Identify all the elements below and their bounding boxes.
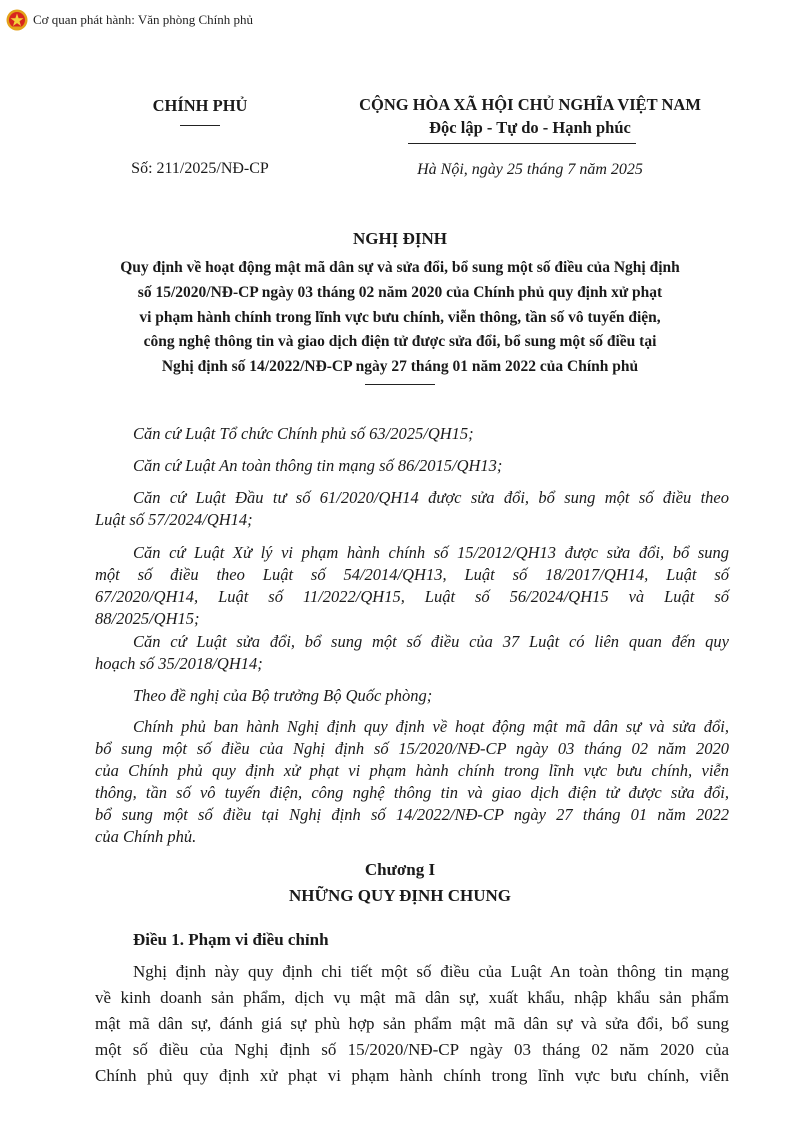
legal-basis: 88/2025/QH15;	[95, 609, 200, 628]
chapter-title: NHỮNG QUY ĐỊNH CHUNG	[288, 886, 512, 905]
legal-basis: hoạch số 35/2018/QH14;	[95, 654, 263, 673]
title-line: số 15/2020/NĐ-CP ngày 03 tháng 02 năm 2020 của Chính phủ quy định xử phạt	[137, 284, 663, 301]
document-type: NGHỊ ĐỊNH	[353, 229, 447, 248]
title-underline	[365, 384, 435, 385]
legal-basis: Căn cứ Luật Tổ chức Chính phủ số 63/2025/QH15;	[133, 424, 474, 443]
legal-basis: Căn cứ Luật Đầu tư số 61/2020/QH14 được sửa đổi, bổ sung một số điều theo	[133, 488, 729, 507]
publisher-bar	[0, 0, 800, 40]
national-emblem-icon	[6, 9, 28, 31]
place-date: Hà Nội, ngày 25 tháng 7 năm 2025	[417, 161, 643, 178]
title-line: Quy định về hoạt động mật mã dân sự và sửa đổi, bổ sung một số điều của Nghị định	[120, 259, 680, 276]
motto-underline	[408, 143, 636, 144]
document-number: Số: 211/2025/NĐ-CP	[131, 160, 269, 177]
issuing-agency: CHÍNH PHỦ	[152, 96, 248, 115]
national-motto: Độc lập - Tự do - Hạnh phúc	[429, 118, 631, 137]
legal-basis: Căn cứ Luật An toàn thông tin mạng số 86/2015/QH13;	[133, 456, 503, 475]
enactment-clause: của Chính phủ quy định xử phạt vi phạm hành chính trong lĩnh vực bưu chính, viễn	[95, 761, 729, 780]
national-name: CỘNG HÒA XÃ HỘI CHỦ NGHĨA VIỆT NAM	[359, 95, 701, 114]
legal-basis: Luật số 57/2024/QH14;	[95, 510, 253, 529]
article-text: một số điều của Nghị định số 15/2020/NĐ-CP ngày 03 tháng 02 năm 2020 của	[95, 1040, 729, 1059]
legal-basis: Căn cứ Luật sửa đổi, bổ sung một số điều của 37 Luật có liên quan đến quy	[133, 632, 729, 651]
article-heading: Điều 1. Phạm vi điều chỉnh	[133, 930, 329, 949]
enactment-clause: Chính phủ ban hành Nghị định quy định về hoạt động mật mã dân sự và sửa đổi,	[133, 717, 729, 736]
enactment-clause: bổ sung một số điều của Nghị định số 15/2020/NĐ-CP ngày 03 tháng 02 năm 2020	[95, 739, 729, 758]
agency-underline	[180, 125, 220, 126]
legal-basis: Căn cứ Luật Xử lý vi phạm hành chính số 15/2012/QH13 được sửa đổi, bổ sung	[133, 543, 729, 562]
title-line: công nghệ thông tin và giao dịch điện tử được sửa đổi, bổ sung một số điều tại	[143, 333, 657, 350]
article-text: Chính phủ quy định xử phạt vi phạm hành chính trong lĩnh vực bưu chính, viễn	[95, 1066, 729, 1085]
enactment-clause: của Chính phủ.	[95, 827, 197, 846]
enactment-clause: bổ sung một số điều tại Nghị định số 14/2022/NĐ-CP ngày 27 tháng 01 năm 2022	[95, 805, 729, 824]
article-text: về kinh doanh sản phẩm, dịch vụ mật mã dân sự, xuất khẩu, nhập khẩu sản phẩm	[95, 988, 729, 1007]
publisher-label: Cơ quan phát hành: Văn phòng Chính phủ	[33, 12, 254, 27]
title-line: vi phạm hành chính trong lĩnh vực bưu chính, viễn thông, tần số vô tuyến điện,	[139, 309, 661, 326]
article-text: mật mã dân sự, đánh giá sự phù hợp sản phẩm mật mã dân sự và sửa đổi, bổ sung	[95, 1014, 729, 1033]
legal-basis: Theo đề nghị của Bộ trưởng Bộ Quốc phòng;	[133, 686, 433, 705]
article-text: Nghị định này quy định chi tiết một số điều của Luật An toàn thông tin mạng	[133, 962, 729, 981]
chapter-number: Chương I	[364, 860, 436, 879]
enactment-clause: thông, tần số vô tuyến điện, công nghệ thông tin và giao dịch điện tử được sửa đổi,	[95, 783, 729, 802]
title-line: Nghị định số 14/2022/NĐ-CP ngày 27 tháng 01 năm 2022 của Chính phủ	[161, 358, 639, 375]
legal-basis: 67/2020/QH14, Luật số 11/2022/QH15, Luật số 56/2024/QH15 và Luật số	[95, 587, 729, 606]
legal-basis: một số điều theo Luật số 54/2014/QH13, Luật số 18/2017/QH14, Luật số	[95, 565, 729, 584]
